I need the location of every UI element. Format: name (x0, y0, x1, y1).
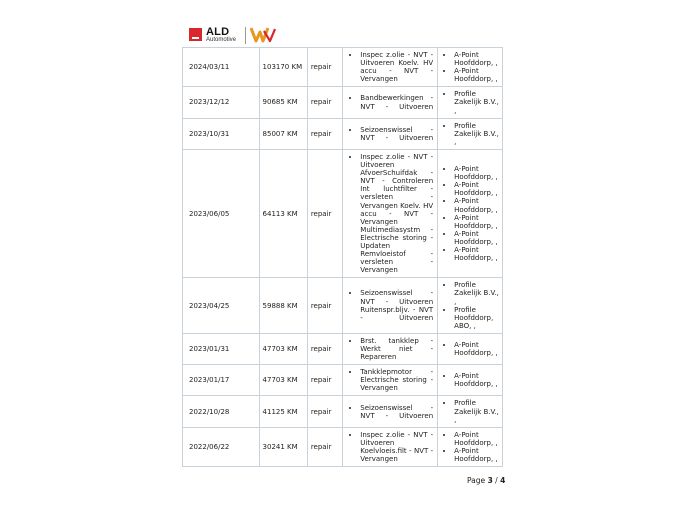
service-date: 2023/12/12 (183, 87, 260, 118)
task-list (346, 404, 433, 420)
table-row (183, 118, 503, 149)
task-item: • Seizoenswissel - NVT - Uitvoeren Ruitenspr.bljv. - NVT - Uitvoeren (360, 289, 433, 321)
task-list-cell (343, 118, 438, 149)
location-list-cell (438, 149, 503, 277)
location-item: • A-Point Hoofddorp, , (454, 67, 500, 83)
maintenance-table (182, 47, 503, 467)
location-list-cell (438, 396, 503, 427)
location-item: • A-Point Hoofddorp, , (454, 372, 500, 388)
location-item: • Profile Zakelijk B.V., , (454, 122, 500, 146)
location-item: • A-Point Hoofddorp, , (454, 51, 500, 67)
service-date: 2022/10/28 (183, 396, 260, 427)
service-type: repair (307, 396, 342, 427)
table-row (183, 365, 503, 396)
task-item: • Inspec z.olie - NVT - Uitvoeren Koelv. HV accu - NVT - Vervangen (360, 51, 433, 83)
task-item: • Tankklepmotor - Electrische storing - Vervangen (360, 368, 433, 392)
task-item: • Seizoenswissel - NVT - Uitvoeren (360, 404, 433, 420)
location-item: • Profile Zakelijk B.V., , (454, 399, 500, 423)
service-date: 2023/01/17 (183, 365, 260, 396)
mileage: 30241 KM (259, 427, 307, 466)
service-date: 2022/06/22 (183, 427, 260, 466)
location-list (440, 341, 500, 357)
location-list-cell (438, 278, 503, 334)
location-list (440, 165, 500, 262)
location-item: • A-Point Hoofddorp, , (454, 246, 500, 262)
location-item: • A-Point Hoofddorp, , (454, 431, 500, 447)
task-list-cell (343, 149, 438, 277)
ald-logo-square (189, 28, 202, 41)
brand-subtitle: Automotive (206, 37, 237, 43)
location-item: • A-Point Hoofddorp, , (454, 447, 500, 463)
mileage: 85007 KM (259, 118, 307, 149)
location-list-cell (438, 48, 503, 87)
task-list (346, 94, 433, 110)
location-item: • A-Point Hoofddorp, , (454, 230, 500, 246)
task-item: • Bandbewerkingen - NVT - Uitvoeren (360, 94, 433, 110)
task-list-cell (343, 87, 438, 118)
service-type: repair (307, 118, 342, 149)
partner-logo-icon (250, 26, 276, 44)
location-item: • Profile Zakelijk B.V., , (454, 90, 500, 114)
location-list-cell (438, 365, 503, 396)
table-row (183, 427, 503, 466)
mileage: 41125 KM (259, 396, 307, 427)
task-list (346, 51, 433, 83)
task-list-cell (343, 48, 438, 87)
task-list-cell (343, 396, 438, 427)
service-type: repair (307, 149, 342, 277)
service-date: 2023/04/25 (183, 278, 260, 334)
mileage: 103170 KM (259, 48, 307, 87)
logo-divider (245, 27, 246, 44)
service-date: 2023/01/31 (183, 333, 260, 364)
task-list-cell (343, 427, 438, 466)
service-type: repair (307, 365, 342, 396)
location-list-cell (438, 118, 503, 149)
task-item: • Inspec z.olie - NVT - Uitvoeren AfvoerSchuifdak - NVT - Controleren Int luchtfilter - versleten - Vervangen Koelv. HV accu - NVT - Vervangen Multimediasystm - Electrische storing - Updaten Remvloeistof - versleten - Vervangen (360, 153, 433, 274)
location-list (440, 431, 500, 463)
location-item: • A-Point Hoofddorp, , (454, 341, 500, 357)
service-date: 2023/10/31 (183, 118, 260, 149)
mileage: 59888 KM (259, 278, 307, 334)
service-type: repair (307, 278, 342, 334)
location-item: • Profile Zakelijk B.V., , (454, 281, 500, 305)
location-list-cell (438, 87, 503, 118)
service-type: repair (307, 87, 342, 118)
location-item: • A-Point Hoofddorp, , (454, 181, 500, 197)
location-list-cell (438, 333, 503, 364)
location-item: • A-Point Hoofddorp, , (454, 165, 500, 181)
task-list (346, 126, 433, 142)
task-item: • Inspec z.olie - NVT - Uitvoeren Koelvloeis.filt - NVT - Vervangen (360, 431, 433, 463)
table-row (183, 87, 503, 118)
page-indicator (467, 476, 505, 485)
table-row (183, 333, 503, 364)
task-list-cell (343, 278, 438, 334)
location-item: • Profile Hoofddorp, ABO, , (454, 306, 500, 330)
task-list (346, 337, 433, 361)
table-row (183, 149, 503, 277)
page-separator: / (495, 476, 498, 485)
location-list (440, 372, 500, 388)
location-list (440, 281, 500, 330)
service-date: 2023/06/05 (183, 149, 260, 277)
task-item: • Seizoenswissel - NVT - Uitvoeren (360, 126, 433, 142)
service-date: 2024/03/11 (183, 48, 260, 87)
task-list (346, 153, 433, 274)
task-list (346, 431, 433, 463)
service-type: repair (307, 48, 342, 87)
task-item: • Brst. tankklep - Werkt niet - Repareren (360, 337, 433, 361)
table-row (183, 48, 503, 87)
task-list-cell (343, 365, 438, 396)
mileage: 47703 KM (259, 365, 307, 396)
location-item: • A-Point Hoofddorp, , (454, 197, 500, 213)
location-list (440, 122, 500, 146)
location-list (440, 51, 500, 83)
location-list-cell (438, 427, 503, 466)
location-list (440, 90, 500, 114)
table-row (183, 278, 503, 334)
maintenance-table-body (183, 48, 503, 467)
location-item: • A-Point Hoofddorp, , (454, 214, 500, 230)
brand-name: ALD (206, 26, 230, 38)
current-page: 3 (487, 476, 493, 485)
page-label: Page (467, 476, 486, 485)
location-list (440, 399, 500, 423)
table-row (183, 396, 503, 427)
mileage: 47703 KM (259, 333, 307, 364)
mileage: 90685 KM (259, 87, 307, 118)
task-list (346, 368, 433, 392)
service-type: repair (307, 333, 342, 364)
task-list-cell (343, 333, 438, 364)
service-type: repair (307, 427, 342, 466)
task-list (346, 289, 433, 321)
total-pages: 4 (500, 476, 506, 485)
mileage: 64113 KM (259, 149, 307, 277)
